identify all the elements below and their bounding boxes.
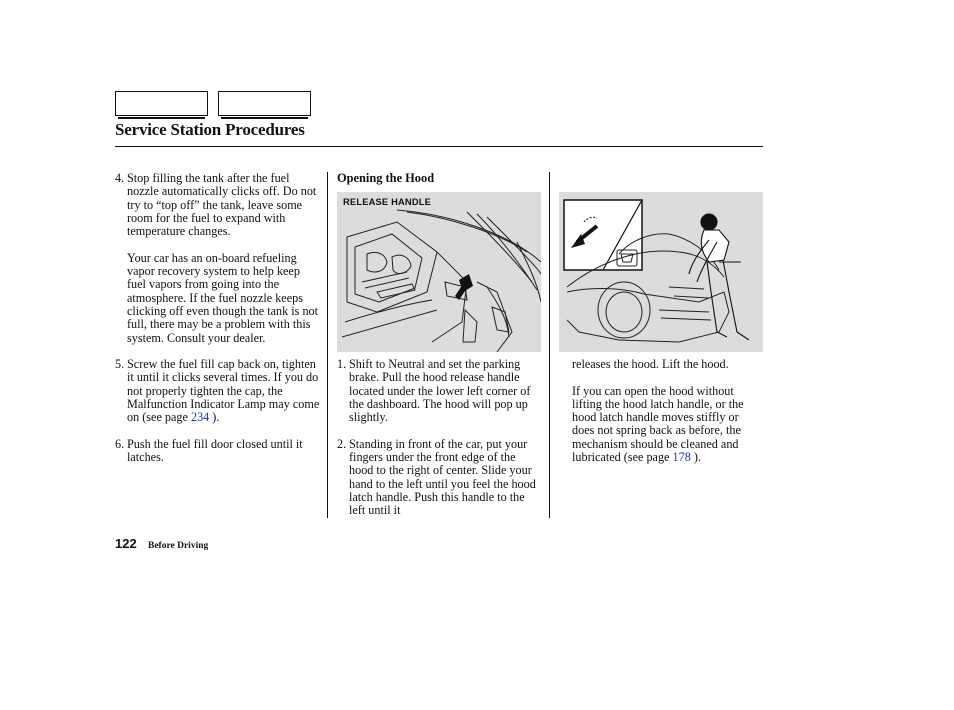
- page-link-178[interactable]: 178: [672, 450, 691, 465]
- release-handle-figure: [337, 192, 541, 352]
- step-4-number: 4.: [115, 171, 125, 185]
- step-5-text: Screw the fuel fill cap back on, tighten it until it clicks several times. If you do not properly tighten the cap, the Malfunction Indicator Lamp may come on (see page: [127, 357, 320, 425]
- step-5: [115, 358, 320, 424]
- nav-tab-box-1[interactable]: [115, 91, 208, 116]
- hood-opening-figure: [559, 192, 763, 352]
- hood-release-continuation: releases the hood. Lift the hood.: [572, 357, 729, 371]
- step-6: [115, 438, 320, 465]
- step-4-text: Stop filling the tank after the fuel nozzle automatically clicks off. Do not try to “top off” the tank, leave some room for the fuel to expand with temperature changes.: [127, 171, 317, 239]
- section-heading: Opening the Hood: [337, 171, 435, 185]
- middle-column-steps: [337, 358, 542, 531]
- step-1-number: 1.: [337, 357, 347, 371]
- page-link-234[interactable]: 234: [190, 410, 210, 425]
- hood-latch-note-text: If you can open the hood without lifting the hood latch handle, or the hood latch handle moves stiffly or does not spring back as before, the mechanism should be cleaned and lubricated (see page: [572, 383, 744, 465]
- step-4: [115, 172, 320, 238]
- middle-column: [337, 172, 542, 190]
- step-1-text: Shift to Neutral and set the parking brake. Pull the hood release handle located under the lower left corner of the dashboard. The hood will pop up slightly.: [349, 357, 531, 425]
- step-5-text-end: ).: [209, 410, 220, 425]
- column-divider-left: [327, 172, 328, 518]
- hood-latch-note-end: ).: [690, 450, 701, 465]
- figure-label: RELEASE HANDLE: [343, 197, 432, 207]
- vapor-recovery-note: Your car has an on-board refueling vapor recovery system to help keep fuel vapors from going into the atmosphere. If the fuel nozzle keeps clicking off even though the tank is not full, there may be a problem with this system. Consult your dealer.: [127, 250, 319, 345]
- step-2-number: 2.: [337, 436, 347, 451]
- page-number: 122: [115, 536, 137, 551]
- release-handle-illustration: [337, 192, 541, 352]
- column-divider-right: [549, 172, 550, 518]
- hood-opening-illustration: [559, 192, 763, 352]
- step-5-number: 5.: [115, 357, 125, 372]
- nav-tab-box-2[interactable]: [218, 91, 311, 116]
- step-6-text: Push the fuel fill door closed until it latches.: [127, 436, 303, 465]
- step-1: [337, 358, 542, 424]
- page-title: Service Station Procedures: [115, 120, 305, 139]
- step-2-text: Standing in front of the car, put your fingers under the front edge of the hood to the right of center. Slide your hand to the left until you feel the hood latch handle. Push this handle to the left until it: [349, 436, 536, 518]
- step-6-number: 6.: [115, 436, 125, 451]
- step-2: [337, 438, 542, 518]
- title-rule: [115, 146, 763, 147]
- right-column: [572, 358, 762, 478]
- hood-latch-note: [572, 385, 762, 465]
- footer-section-title: Before Driving: [148, 541, 209, 551]
- left-column: [115, 172, 320, 478]
